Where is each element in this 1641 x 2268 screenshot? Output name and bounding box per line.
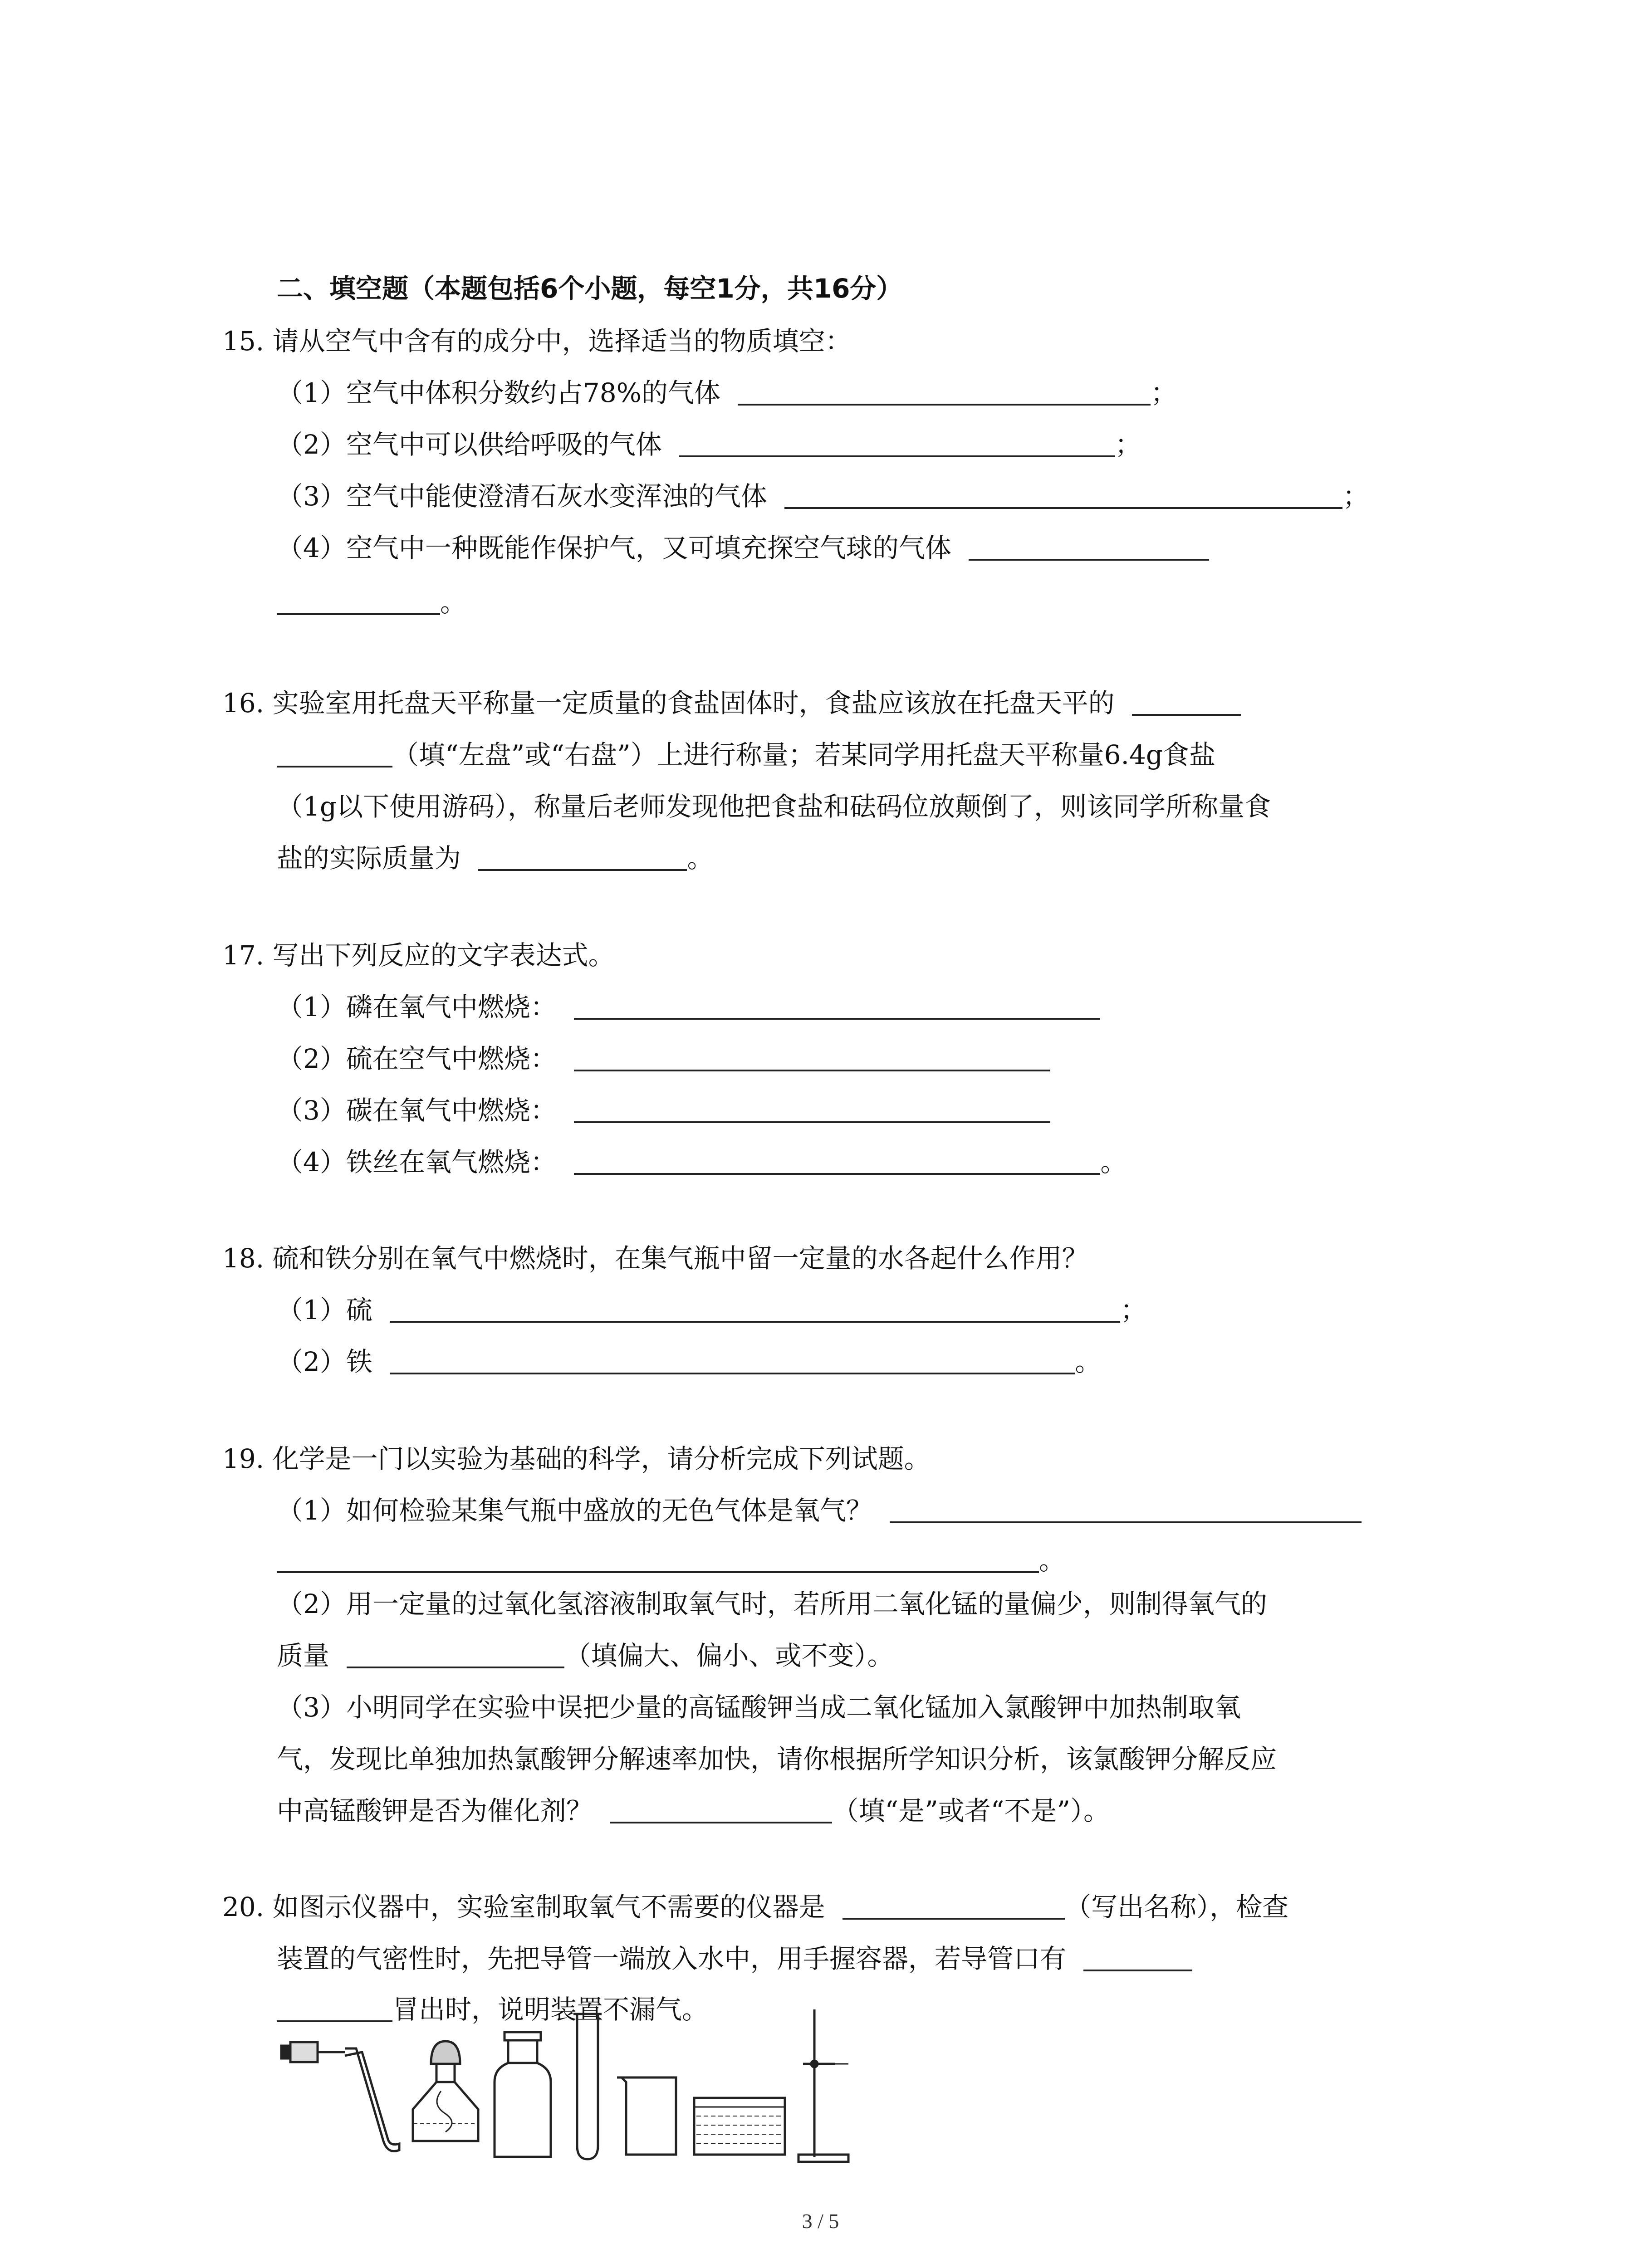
punct-semicolon: ；	[1115, 429, 1141, 460]
q17-part4-text: （4）铁丝在氧气燃烧：	[277, 1147, 557, 1178]
q15-part1-text: （1）空气中体积分数约占78%的气体	[277, 377, 720, 408]
punct-semicolon: ；	[1120, 1295, 1147, 1325]
q18-stem: 18. 硫和铁分别在氧气中燃烧时，在集气瓶中留一定量的水各起什么作用？	[222, 1243, 1088, 1274]
q19-part1	[277, 1492, 1362, 1529]
q16-line4-text: 盐的实际质量为	[277, 843, 461, 874]
q20-line1	[222, 1889, 1288, 1925]
page-number: 3 / 5	[802, 2209, 839, 2233]
punct-period: 。	[1075, 1346, 1102, 1377]
q15-part3-text: （3）空气中能使澄清石灰水变浑浊的气体	[277, 481, 767, 512]
answer-blank[interactable]	[277, 1545, 1039, 1573]
answer-blank[interactable]	[390, 1346, 1075, 1374]
q19-part2-line1: （2）用一定量的过氧化氢溶液制取氧气时，若所用二氧化锰的量偏少，则制得氧气的	[277, 1589, 1267, 1619]
q17-part2	[277, 1041, 1050, 1077]
q15-part3	[277, 478, 1369, 514]
q18-part2	[277, 1344, 1101, 1380]
q15-part4-text: （4）空气中一种既能作保护气，又可填充探空气球的气体	[277, 533, 951, 563]
q19-part3-suffix: （填“是”或者“不是”）。	[832, 1795, 1110, 1826]
answer-blank[interactable]	[574, 1043, 1050, 1071]
q15-part2-text: （2）空气中可以供给呼吸的气体	[277, 429, 662, 460]
q17-part1	[277, 989, 1100, 1025]
q18-part1	[277, 1292, 1146, 1328]
q16-line2-text: （填“左盘”或“右盘”）上进行称量；若某同学用托盘天平称量6.4g食盐	[392, 739, 1215, 770]
q20-line1-suffix: （写出名称），检查	[1065, 1892, 1289, 1922]
q20-line3-text: 冒出时，说明装置不漏气。	[392, 1994, 709, 2025]
punct-semicolon: ；	[1342, 481, 1369, 512]
beaker-icon	[617, 2077, 676, 2155]
q15-part1	[277, 375, 1177, 411]
answer-blank[interactable]	[890, 1495, 1362, 1523]
q19-part3-line2: 气，发现比单独加热氯酸钾分解速率加快，请你根据所学知识分析，该氯酸钾分解反应	[277, 1744, 1277, 1774]
q16-line2	[277, 737, 1215, 773]
q17-part1-text: （1）磷在氧气中燃烧：	[277, 992, 557, 1022]
answer-blank[interactable]	[610, 1795, 832, 1823]
punct-period: 。	[1039, 1545, 1066, 1576]
answer-blank[interactable]	[478, 843, 687, 871]
q19-part2-prefix: 质量	[277, 1640, 330, 1671]
apparatus-figure	[277, 2005, 912, 2186]
stopper-tube-icon	[281, 2042, 399, 2151]
gas-bottle-icon	[495, 2032, 551, 2157]
answer-blank[interactable]	[574, 1095, 1050, 1123]
answer-blank[interactable]	[277, 587, 440, 615]
q17-part2-text: （2）硫在空气中燃烧：	[277, 1043, 557, 1074]
q17-stem: 17. 写出下列反应的文字表达式。	[222, 940, 615, 971]
q19-part1-text: （1）如何检验某集气瓶中盛放的无色气体是氧气？	[277, 1495, 872, 1526]
alcohol-lamp-icon	[413, 2041, 478, 2141]
q19-part3-prefix: 中高锰酸钾是否为催化剂？	[277, 1795, 593, 1826]
test-tube-icon	[573, 2014, 602, 2159]
q17-part4	[277, 1144, 1127, 1180]
q19-part3-line3	[277, 1793, 1110, 1829]
punct-period: 。	[440, 587, 467, 618]
q19-part3-line1: （3）小明同学在实验中误把少量的高锰酸钾当成二氧化锰加入氯酸钾中加热制取氧	[277, 1692, 1241, 1723]
answer-blank[interactable]	[969, 533, 1209, 561]
punct-semicolon: ；	[1151, 377, 1177, 408]
q16-line1	[222, 685, 1241, 721]
q15-stem: 15. 请从空气中含有的成分中，选择适当的物质填空：	[222, 326, 852, 357]
q20-line1-text: 20. 如图示仪器中，实验室制取氧气不需要的仪器是	[222, 1892, 825, 1922]
answer-blank[interactable]	[347, 1640, 564, 1668]
answer-blank[interactable]	[574, 992, 1100, 1020]
q15-part4	[277, 530, 1209, 566]
answer-blank[interactable]	[277, 739, 392, 767]
q18-part2-text: （2）铁	[277, 1346, 372, 1377]
answer-blank[interactable]	[843, 1892, 1065, 1920]
q19-part2-suffix: （填偏大、偏小、或不变）。	[564, 1640, 894, 1671]
answer-blank[interactable]	[574, 1147, 1100, 1175]
answer-blank[interactable]	[738, 377, 1151, 406]
q19-stem: 19. 化学是一门以实验为基础的科学，请分析完成下列试题。	[222, 1443, 931, 1474]
punct-period: 。	[1100, 1147, 1127, 1178]
q16-line4	[277, 840, 713, 876]
q16-line3: （1g以下使用游码），称量后老师发现他把食盐和砝码位放颠倒了，则该同学所称量食	[277, 791, 1271, 822]
q17-part3	[277, 1092, 1050, 1129]
answer-blank[interactable]	[1083, 1943, 1192, 1971]
q19-part2-line2	[277, 1637, 893, 1674]
answer-blank[interactable]	[784, 481, 1342, 509]
answer-blank[interactable]	[1132, 688, 1241, 716]
iron-stand-icon	[798, 2009, 848, 2162]
q20-line2	[277, 1941, 1192, 1977]
q17-part3-text: （3）碳在氧气中燃烧：	[277, 1095, 557, 1126]
q19-part1-cont	[277, 1542, 1065, 1579]
punct-period: 。	[687, 843, 714, 874]
q20-line2-text: 装置的气密性时，先把导管一端放入水中，用手握容器，若导管口有	[277, 1943, 1067, 1974]
answer-blank[interactable]	[390, 1295, 1120, 1323]
q15-part2	[277, 426, 1141, 463]
q16-line1-text: 16. 实验室用托盘天平称量一定质量的食盐固体时，食盐应该放在托盘天平的	[222, 688, 1115, 719]
q15-part4-cont	[277, 584, 466, 621]
answer-blank[interactable]	[679, 429, 1115, 457]
section-title: 二、填空题（本题包括6个小题，每空1分，共16分）	[277, 273, 903, 304]
q18-part1-text: （1）硫	[277, 1295, 372, 1325]
water-trough-icon	[694, 2098, 785, 2155]
